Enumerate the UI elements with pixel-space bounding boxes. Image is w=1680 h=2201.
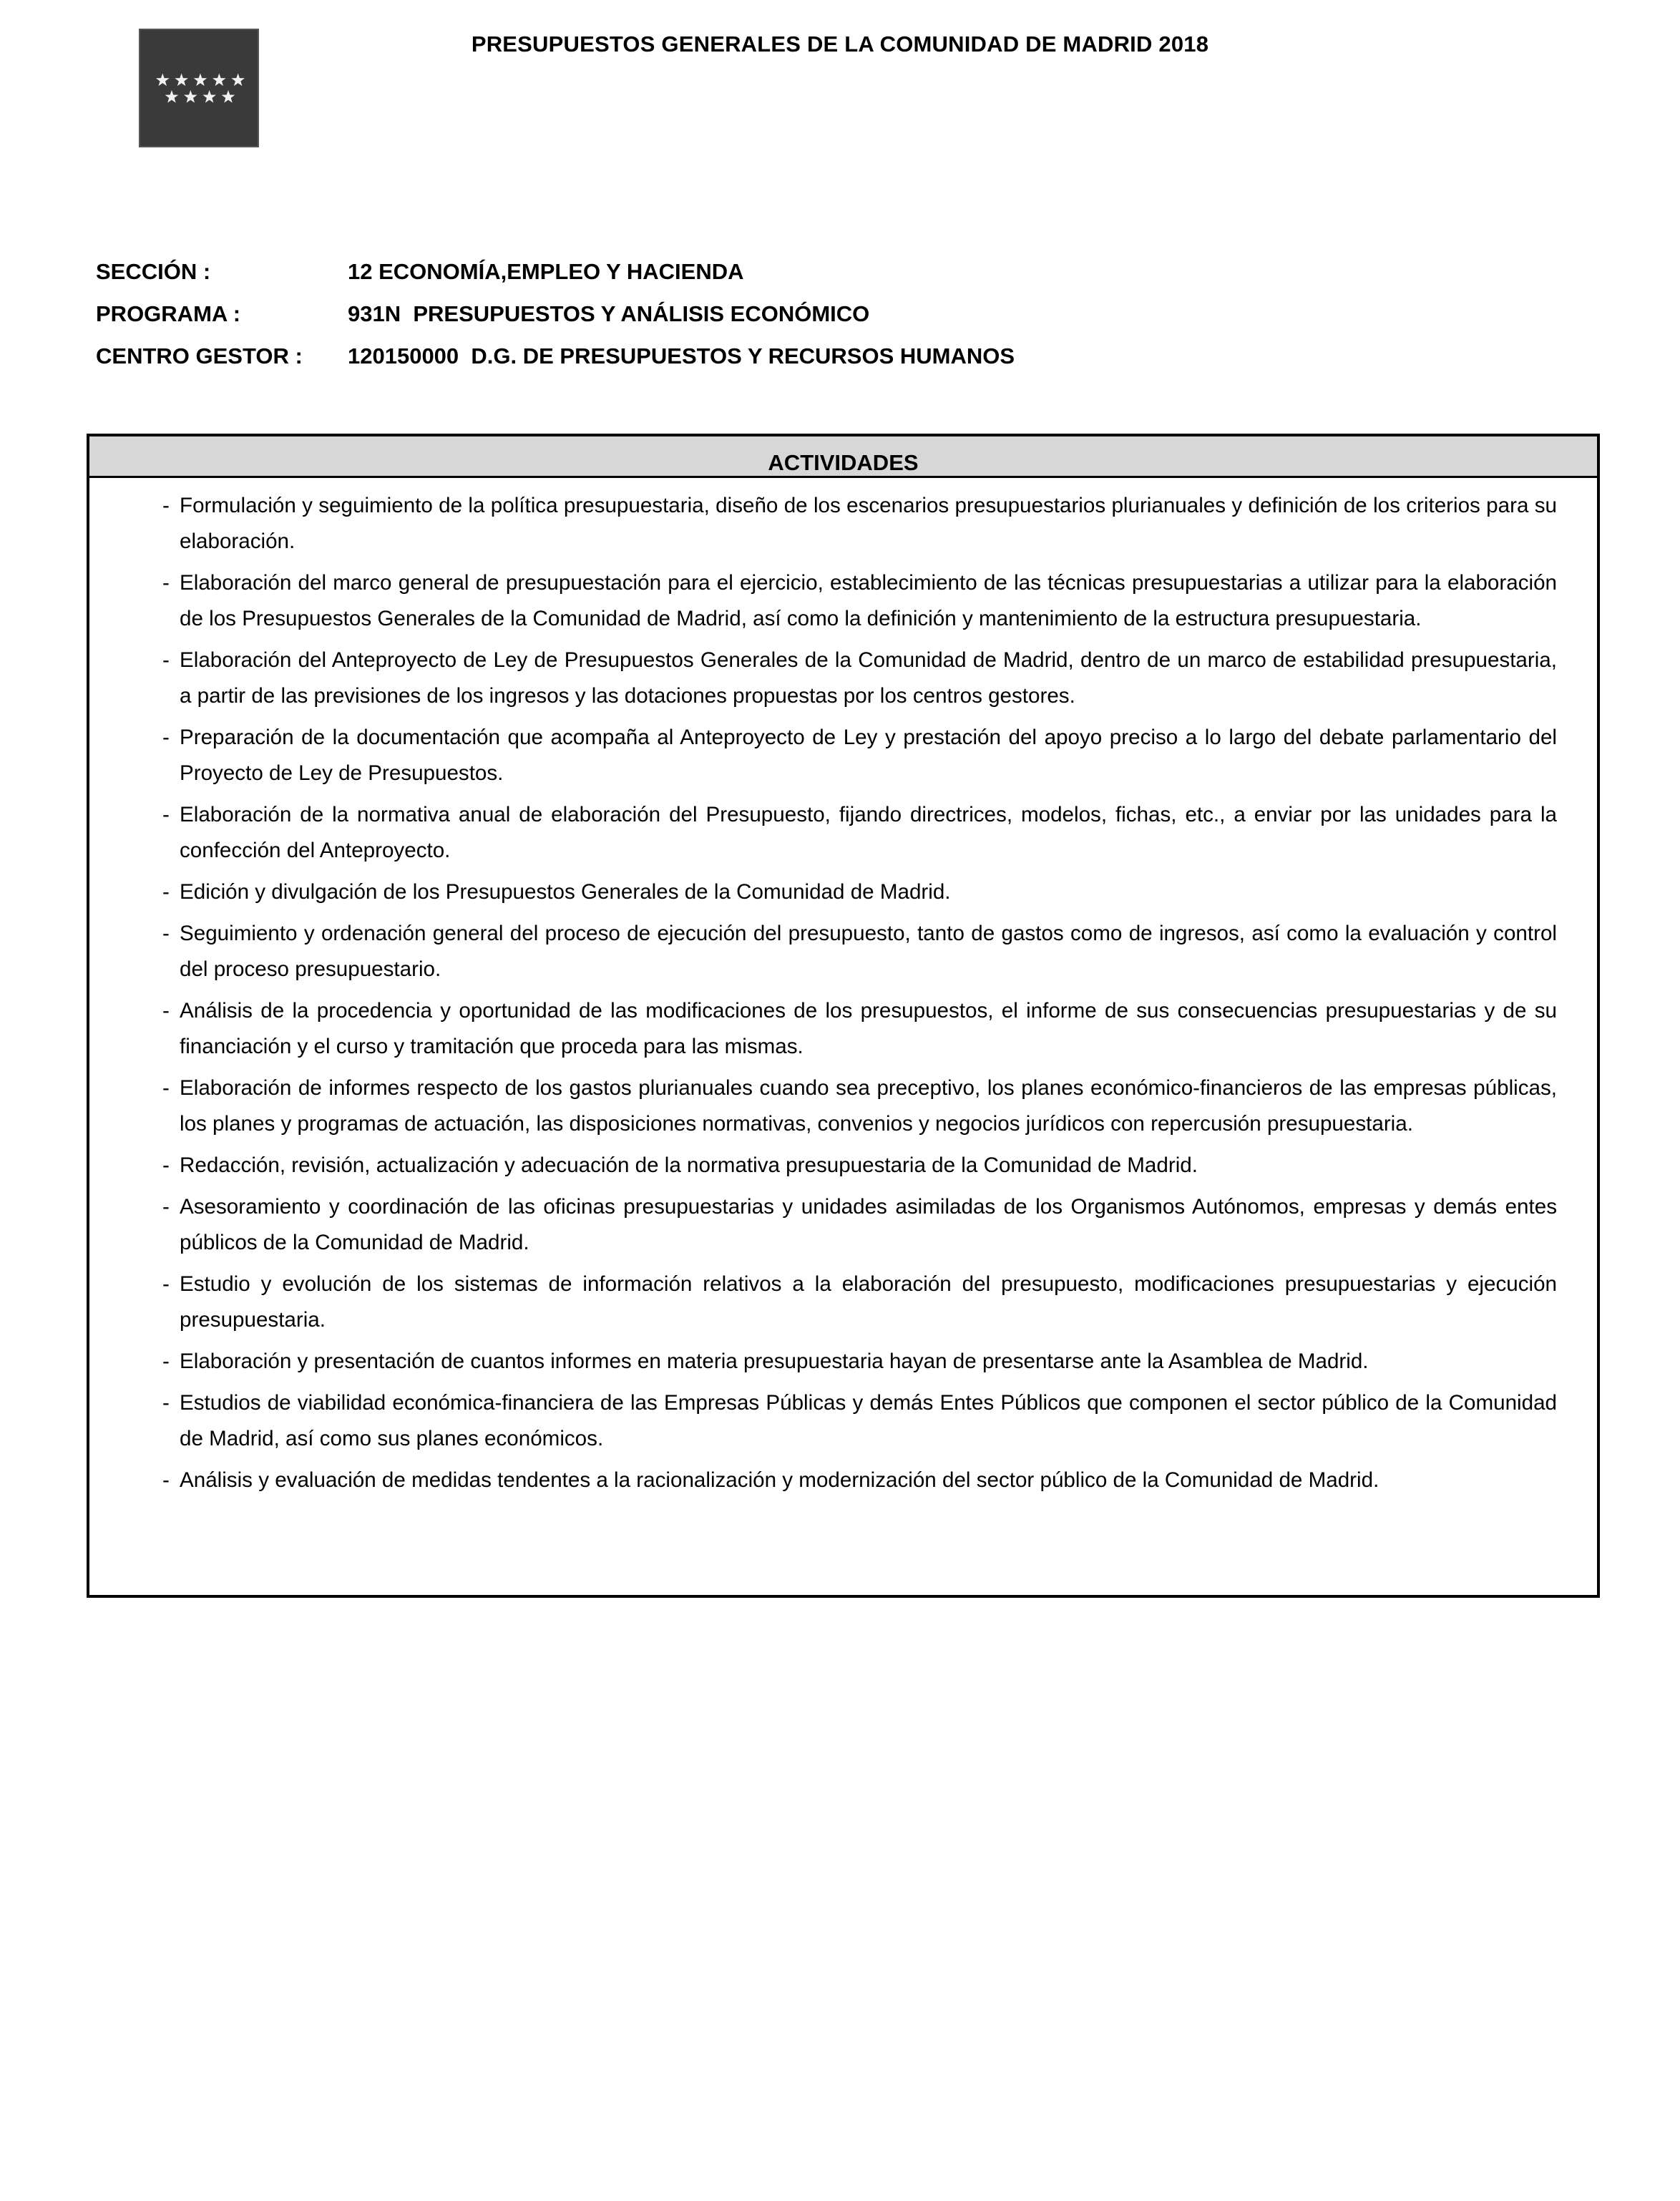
activity-item: - Estudios de viabilidad económica-financiera de las Empresas Públicas y demás Entes Públicos que componen el sector público de la Comunidad de Madrid, así como sus planes económicos. — [164, 1385, 1557, 1457]
activity-item: - Asesoramiento y coordinación de las oficinas presupuestarias y unidades asimiladas de los Organismos Autónomos, empresas y demás entes públicos de la Comunidad de Madrid. — [164, 1189, 1557, 1261]
activity-item: - Formulación y seguimiento de la política presupuestaria, diseño de los escenarios presupuestarios plurianuales y definición de los criterios para su elaboración. — [164, 488, 1557, 560]
activity-item: - Preparación de la documentación que acompaña al Anteproyecto de Ley y prestación del apoyo preciso a lo largo del debate parlamentario del Proyecto de Ley de Presupuestos. — [164, 720, 1557, 791]
activity-item: - Elaboración de informes respecto de los gastos plurianuales cuando sea preceptivo, los planes económico-financieros de las empresas públicas, los planes y programas de actuación, las disposiciones normativas, convenios y negocios jurídicos con repercusión presupuestaria. — [164, 1070, 1557, 1142]
activity-item: - Análisis de la procedencia y oportunidad de las modificaciones de los presupuestos, el informe de sus consecuencias presupuestarias y de su financiación y el curso y tramitación que proceda para las mismas. — [164, 993, 1557, 1065]
activity-item: - Elaboración del marco general de presupuestación para el ejercicio, establecimiento de las técnicas presupuestarias a utilizar para la elaboración de los Presupuestos Generales de la Comunidad de Madrid, así como la definición y mantenimiento de la estructura presupuestaria. — [164, 565, 1557, 637]
activity-item: - Elaboración del Anteproyecto de Ley de Presupuestos Generales de la Comunidad de Madrid, dentro de un marco de estabilidad presupuestaria, a partir de las previsiones de los ingresos y las dotaciones propuestas por los centros gestores. — [164, 643, 1557, 714]
section-label: SECCIÓN : — [96, 258, 211, 284]
activity-item: - Elaboración y presentación de cuantos informes en materia presupuestaria hayan de presentarse ante la Asamblea de Madrid. — [164, 1344, 1557, 1380]
program-value: 931N PRESUPUESTOS Y ANÁLISIS ECONÓMICO — [348, 301, 870, 326]
program-row — [96, 293, 1015, 335]
management-center-label: CENTRO GESTOR : — [96, 343, 303, 369]
activity-item: - Redacción, revisión, actualización y adecuación de la normativa presupuestaria de la Comunidad de Madrid. — [164, 1148, 1557, 1184]
activity-item: - Elaboración de la normativa anual de elaboración del Presupuesto, fijando directrices, modelos, fichas, etc., a enviar por las unidades para la confección del Anteproyecto. — [164, 797, 1557, 869]
activities-header: ACTIVIDADES — [89, 436, 1597, 478]
program-label: PROGRAMA : — [96, 301, 241, 326]
activities-list — [89, 478, 1597, 1498]
activity-item: - Edición y divulgación de los Presupuestos Generales de la Comunidad de Madrid. — [164, 874, 1557, 910]
activity-item: - Seguimiento y ordenación general del proceso de ejecución del presupuesto, tanto de gastos como de ingresos, así como la evaluación y control del proceso presupuestario. — [164, 916, 1557, 987]
activities-box — [87, 434, 1600, 1598]
document-title: PRESUPUESTOS GENERALES DE LA COMUNIDAD DE MADRID 2018 — [471, 31, 1209, 57]
section-row — [96, 250, 1015, 293]
program-info — [96, 250, 1015, 377]
activity-item: - Estudio y evolución de los sistemas de información relativos a la elaboración del presupuesto, modificaciones presupuestarias y ejecución presupuestaria. — [164, 1267, 1557, 1338]
section-value: 12 ECONOMÍA,EMPLEO Y HACIENDA — [348, 258, 744, 284]
management-center-value: 120150000 D.G. DE PRESUPUESTOS Y RECURSOS HUMANOS — [348, 343, 1015, 369]
activity-item: - Análisis y evaluación de medidas tendentes a la racionalización y modernización del sector público de la Comunidad de Madrid. — [164, 1463, 1557, 1498]
management-center-row — [96, 335, 1015, 377]
